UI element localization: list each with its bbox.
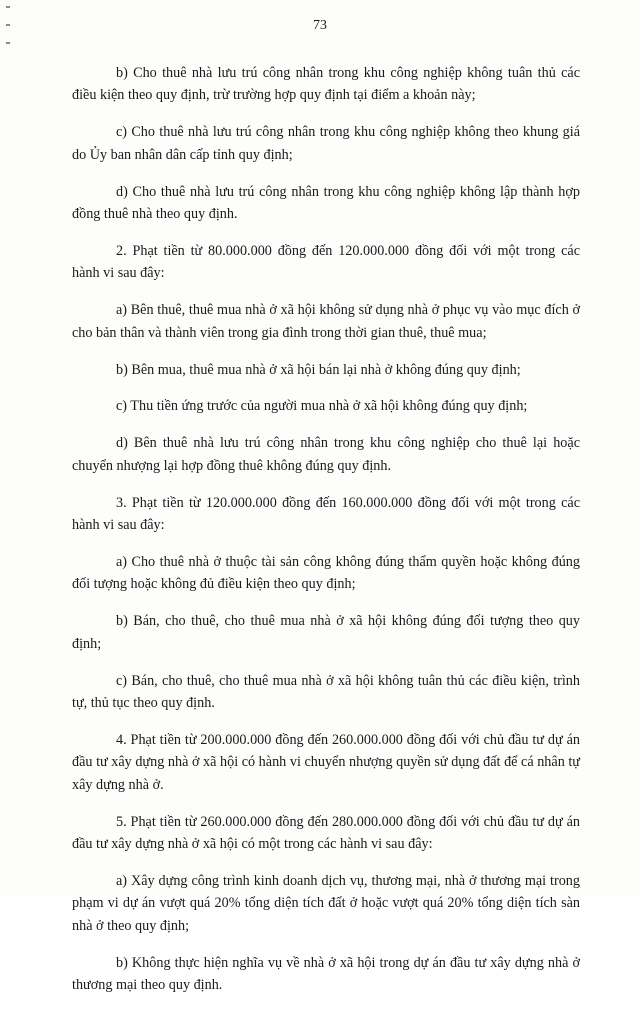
scan-mark (6, 6, 10, 8)
paragraph-clause-3: 3. Phạt tiền từ 120.000.000 đồng đến 160.000.000 đồng đối với một trong các hành vi sau đây: (72, 494, 580, 534)
paragraph-3c: c) Bán, cho thuê, cho thuê mua nhà ở xã hội không tuân thủ các điều kiện, trình tự, thủ tục theo quy định. (72, 672, 580, 712)
paragraph-2a: a) Bên thuê, thuê mua nhà ở xã hội không sử dụng nhà ở phục vụ vào mục đích ở cho bản thân và thành viên trong gia đình trong thời gian thuê, thuê mua; (72, 302, 580, 341)
paragraph-3a: a) Cho thuê nhà ở thuộc tài sản công không đúng thẩm quyền hoặc không đúng đối tượng hoặc không đủ điều kiện theo quy định; (72, 554, 580, 593)
paragraph-1d: d) Cho thuê nhà lưu trú công nhân trong khu công nghiệp không lập thành hợp đồng thuê nhà theo quy định. (72, 183, 580, 223)
paragraph-5b: b) Không thực hiện nghĩa vụ về nhà ở xã hội trong dự án đầu tư xây dựng nhà ở thương mại theo quy định. (72, 954, 580, 994)
scan-mark (6, 42, 10, 44)
paragraph-clause-4: 4. Phạt tiền từ 200.000.000 đồng đến 260.000.000 đồng đối với chủ đầu tư dự án đầu tư xây dựng nhà ở xã hội có hành vi chuyển nhượng quyền sử dụng đất để cá nhân tự xây dựng nhà ở. (72, 731, 580, 793)
paragraph-5a: a) Xây dựng công trình kinh doanh dịch vụ, thương mại, nhà ở thương mại trong phạm vi dự án vượt quá 20% tổng diện tích đất ở hoặc vượt quá 20% tổng diện tích sàn nhà ở theo quy định; (72, 872, 580, 934)
paragraph-3b: b) Bán, cho thuê, cho thuê mua nhà ở xã hội không đúng đối tượng theo quy định; (72, 613, 580, 652)
document-body (72, 62, 580, 1011)
paragraph-1b: b) Cho thuê nhà lưu trú công nhân trong khu công nghiệp không tuân thủ các điều kiện theo quy định, trừ trường hợp quy định tại điểm a khoản này; (72, 65, 580, 104)
paragraph-2b: b) Bên mua, thuê mua nhà ở xã hội bán lại nhà ở không đúng quy định; (116, 361, 521, 378)
paragraph-2d: d) Bên thuê nhà lưu trú công nhân trong khu công nghiệp cho thuê lại hoặc chuyển nhượng lại hợp đồng thuê không đúng quy định. (72, 435, 580, 474)
paragraph-2c: c) Thu tiền ứng trước của người mua nhà ở xã hội không đúng quy định; (116, 398, 528, 415)
paragraph-1c: c) Cho thuê nhà lưu trú công nhân trong khu công nghiệp không theo khung giá do Ủy ban nhân dân cấp tỉnh quy định; (72, 124, 580, 163)
paragraph-clause-2: 2. Phạt tiền từ 80.000.000 đồng đến 120.000.000 đồng đối với một trong các hành vi sau đây: (72, 242, 580, 282)
paragraph-clause-5: 5. Phạt tiền từ 260.000.000 đồng đến 280.000.000 đồng đối với chủ đầu tư dự án đầu tư xây dựng nhà ở xã hội có một trong các hành vi sau đây: (72, 813, 580, 853)
page-number: 73 (313, 18, 327, 33)
